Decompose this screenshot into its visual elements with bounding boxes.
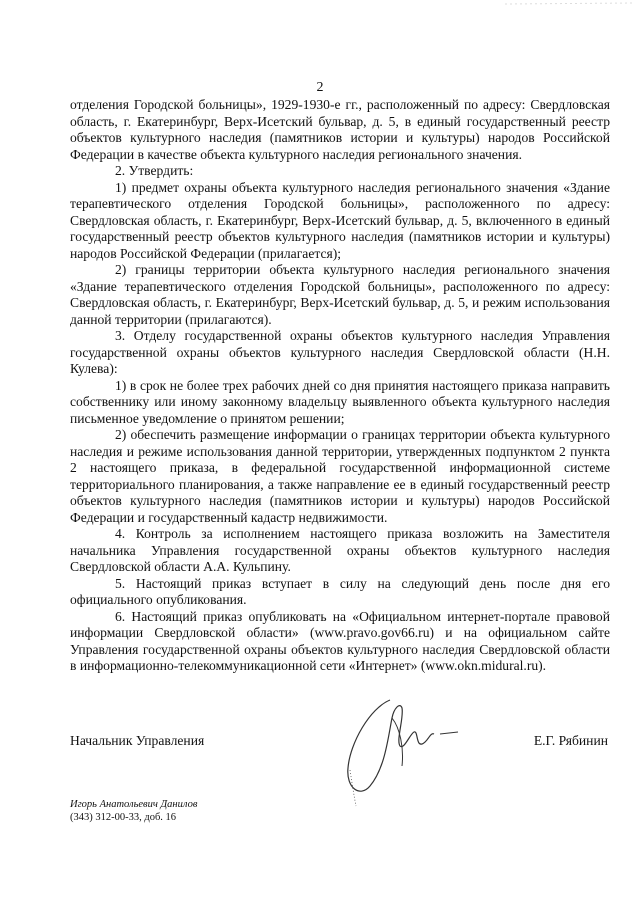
signature-block [70, 733, 610, 753]
paragraph-item-2-1: 1) предмет охраны объекта культурного наследия регионального значения «Здание терапевтического отделения Городской больницы», расположенного по адресу: Свердловская область, г. Екатеринбург, Верх-Исетский бульвар, д. 5, включенного в единый государственный реестр объектов культурного наследия (памятников истории и культуры) народов Российской Федерации (прилагается); [70, 179, 610, 261]
signatory-position: Начальник Управления [70, 733, 205, 748]
executor-phone: (343) 312-00-33, доб. 16 [70, 812, 177, 823]
executor-info [70, 798, 197, 824]
signatory-name: Е.Г. Рябинин [533, 733, 608, 748]
page-number: 2 [316, 80, 324, 95]
paragraph-item-3-1: 1) в срок не более трех рабочих дней со дня принятия настоящего приказа направить собственнику или иному законному владельцу выявленного объекта культурного наследия письменное уведомление о принятом решении; [70, 377, 610, 426]
paragraph-item-3-2: 2) обеспечить размещение информации о границах территории объекта культурного наследия и режиме использования данной территории, утвержденных подпунктом 2 пункта 2 настоящего приказа, в федеральной государственной информационной системе территориального планирования, а также направление ее в единый государственный реестр объектов культурного наследия (памятников истории и культуры) народов Российской Федерации и государственный кадастр недвижимости. [70, 427, 610, 525]
paragraph-item-2-2: 2) границы территории объекта культурного наследия регионального значения «Здание терапевтического отделения Городской больницы», расположенного по адресу: Свердловская область, г. Екатеринбург, Верх-Исетский бульвар, д. 5, и режим использования данной территории (прилагаются). [70, 262, 610, 327]
paragraph-item-2: 2. Утвердить: [115, 163, 194, 178]
scan-edge-mark [500, 0, 640, 8]
executor-name: Игорь Анатольевич Данилов [70, 799, 198, 810]
paragraph-continuation: отделения Городской больницы», 1929-1930-е гг., расположенный по адресу: Свердловская область, г. Екатеринбург, Верх-Исетский бульвар, д. 5, в единый государственный реестр объектов культурного наследия (памятников истории и культуры) народов Российской Федерации в качестве объекта культурного наследия регионального значения. [70, 97, 610, 162]
paragraph-item-6: 6. Настоящий приказ опубликовать на «Официальном интернет-портале правовой информации Свердловской области» (www.pravo.gov66.ru) и на официальном сайте Управления государственной охраны объектов культурного наследия Свердловской области в информационно-телекоммуникационной сети «Интернет» (www.okn.midural.ru). [70, 608, 610, 673]
document-body [70, 97, 610, 675]
paragraph-item-4: 4. Контроль за исполнением настоящего приказа возложить на Заместителя начальника Управления государственной охраны объектов культурного наследия Свердловской области А.А. Кульпину. [70, 526, 610, 574]
paragraph-item-5: 5. Настоящий приказ вступает в силу на следующий день после дня его официального опубликования. [70, 575, 610, 607]
paragraph-item-3: 3. Отделу государственной охраны объектов культурного наследия Управления государственной охраны объектов культурного наследия Свердловской области (Н.Н. Кулева): [70, 328, 610, 376]
